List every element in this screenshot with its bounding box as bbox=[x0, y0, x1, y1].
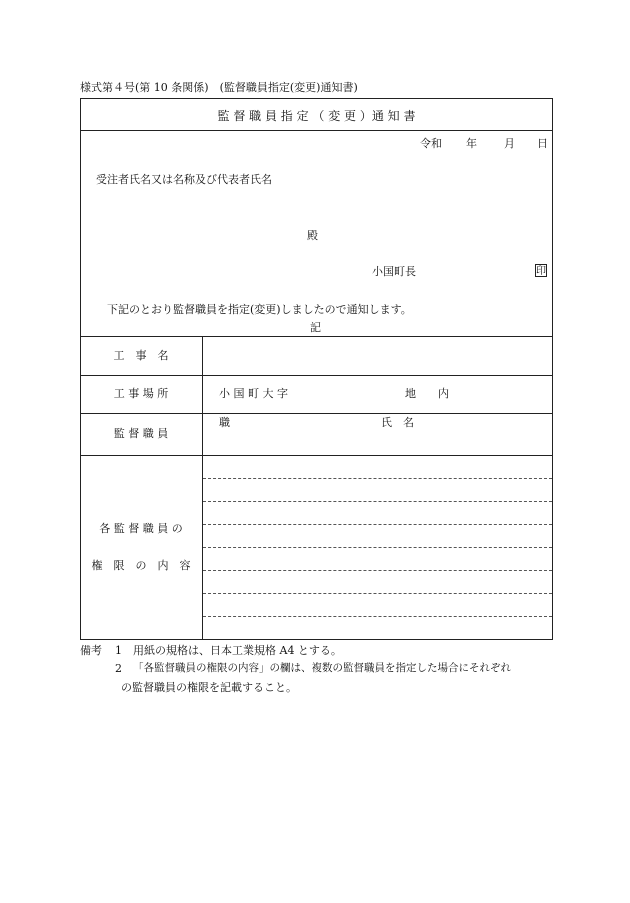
remark-1-number: 1 bbox=[115, 644, 122, 657]
remark-2-text-line2: の監督職員の権限を記載すること。 bbox=[121, 681, 297, 694]
authority-label-line1: 各 監 督 職 員 の bbox=[99, 522, 183, 535]
authority-line bbox=[203, 478, 552, 479]
position-label: 職 bbox=[219, 416, 230, 429]
project-name-field[interactable] bbox=[206, 340, 550, 372]
authority-line bbox=[203, 616, 552, 617]
form-number-label: 様式第４号(第 10 条関係) (監督職員指定(変更)通知書) bbox=[80, 81, 358, 94]
location-suffix: 地 内 bbox=[405, 387, 449, 400]
remarks-heading: 備考 bbox=[80, 644, 102, 657]
addressee-label: 受注者氏名又は名称及び代表者氏名 bbox=[96, 173, 272, 186]
location-prefix: 小 国 町 大 字 bbox=[219, 387, 288, 400]
label-column-divider bbox=[202, 336, 203, 640]
date-year: 年 bbox=[466, 137, 477, 150]
date-day: 日 bbox=[537, 137, 548, 150]
notice-text: 下記のとおり監督職員を指定(変更)しましたので通知します。 bbox=[107, 303, 412, 316]
remark-1-text: 用紙の規格は、日本工業規格 A4 とする。 bbox=[133, 644, 342, 657]
remark-2-number: 2 bbox=[115, 662, 122, 675]
date-era: 令和 bbox=[420, 137, 442, 150]
honorific-tono: 殿 bbox=[307, 229, 318, 242]
table-top-divider bbox=[80, 336, 553, 337]
authority-line bbox=[203, 593, 552, 594]
ki-label: 記 bbox=[310, 321, 321, 334]
seal-mark: 印 bbox=[536, 266, 546, 277]
supervisor-label: 監 督 職 員 bbox=[113, 427, 169, 440]
authority-line bbox=[203, 524, 552, 525]
title-divider bbox=[80, 130, 553, 131]
form-title: 監 督 職 員 指 定 （ 変 更 ）通 知 書 bbox=[217, 109, 416, 123]
date-month: 月 bbox=[504, 137, 515, 150]
row-divider-3 bbox=[80, 455, 553, 456]
remark-2-text-line1: 「各監督職員の権限の内容」の欄は、複数の監督職員を指定した場合にそれぞれ bbox=[133, 662, 511, 674]
authority-label-line2: 権 限 の 内 容 bbox=[91, 559, 191, 572]
sender-name: 小国町長 bbox=[372, 265, 416, 278]
authority-line bbox=[203, 501, 552, 502]
project-location-label: 工 事 場 所 bbox=[113, 387, 169, 400]
name-label: 氏 名 bbox=[381, 416, 414, 429]
project-name-label: 工 事 名 bbox=[113, 349, 169, 362]
row-divider-2 bbox=[80, 413, 553, 414]
authority-line bbox=[203, 570, 552, 571]
row-divider-1 bbox=[80, 375, 553, 376]
authority-line bbox=[203, 547, 552, 548]
